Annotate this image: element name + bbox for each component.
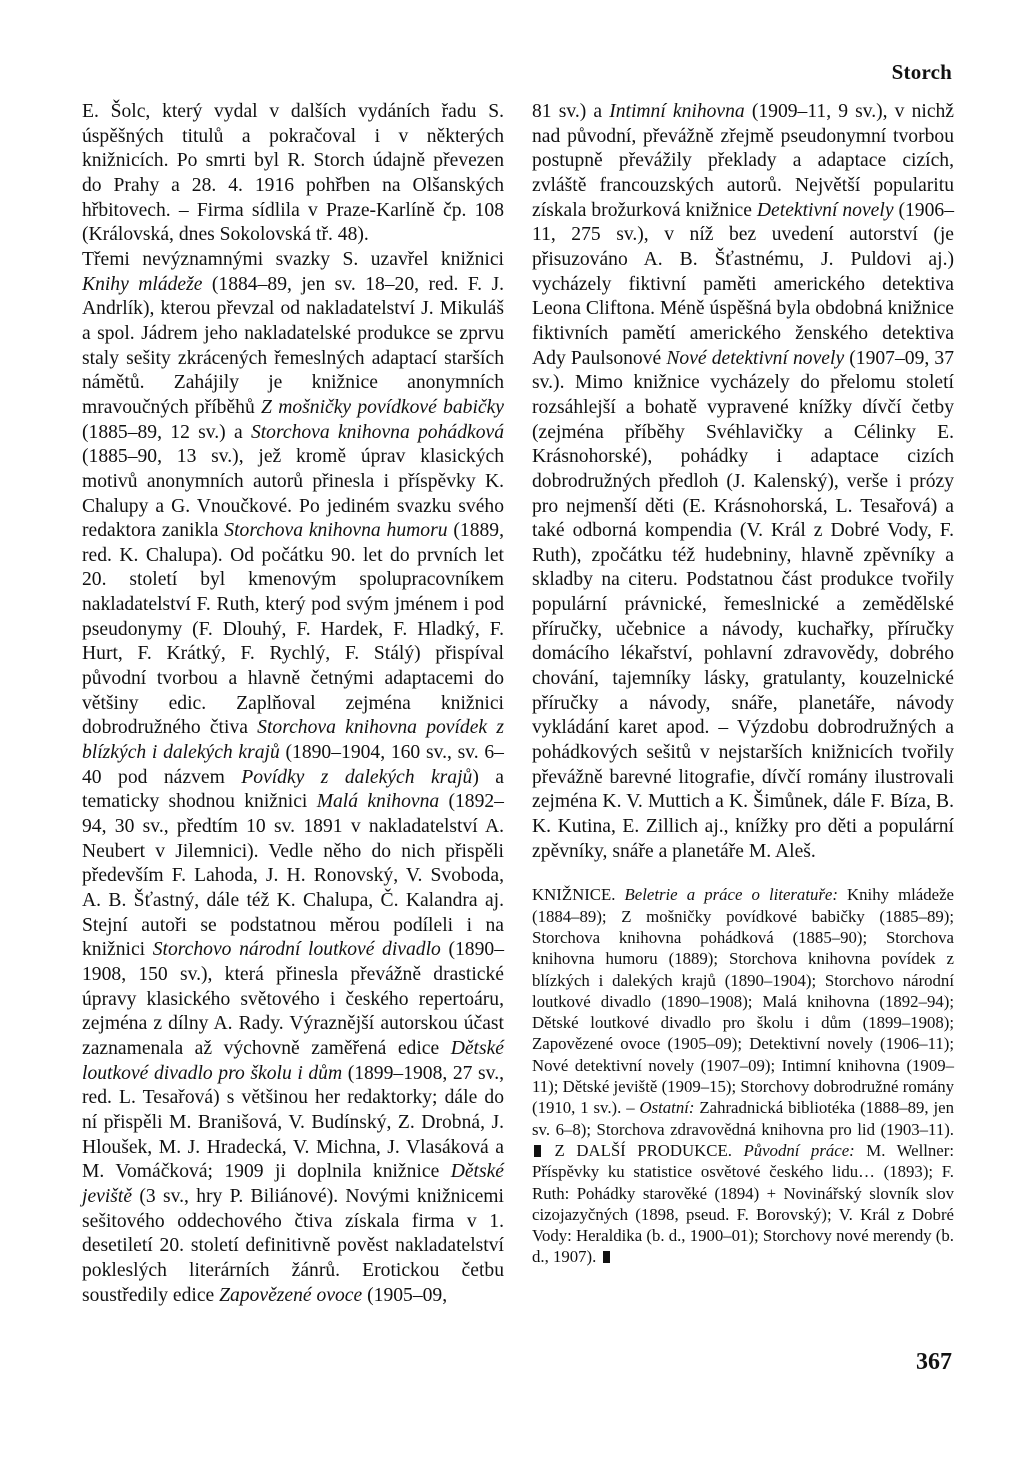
paragraph-2: Třemi nevýznamnými svazky S. uzavřel knižnici Knihy mládeže (1884–89, jen sv. 18–20, red. F. J. Andrlík), kterou převzal od nakladatelství J. Mikuláš a spol. Jádrem jeho nakladatelské produkce se zprvu staly sešity zkrácených řemeslných adaptací starších námětů. Zahájily je knižnice anonymních mravoučných příběhů Z mošničky povídkové babičky (1885–89, 12 sv.) a Storchova knihovna pohádková (1885–90, 13 sv.), jež kromě úprav klasických motivů anonymních autorů přinesla i příspěvky K. Chalupy a G. Vnoučkové. Po jediném svazku svého redaktora zanikla Storchova knihovna humoru (1889, red. K. Chalupa). Od počátku 90. let do prvních let 20. století byl kmenovým spolupracovníkem nakladatelství F. Ruth, který pod svým jménem i pod pseudonymy (F. Dlouhý, F. Hardek, F. Hladký, F. Hurt, F. Krátký, F. Rychlý, F. Stálý) přispíval původní tvorbou a hlavně četnými adaptacemi do většiny edic. Zaplňoval zejména knižnici dobrodružného čtiva Storchova knihovna povídek z blízkých i dalekých krajů (1890–1904, 160 sv., sv. 6–40 pod názvem Povídky z dalekých krajů) a tematicky shodnou knižnici Malá knihovna (1892–94, 30 sv., předtím 10 sv. 1891 v nakladatelství A. Neubert v Jilemnici). Vedle něho do nich přispěli především F. Lahoda, J. H. Ronovský, V. Svoboda, A. B. Šťastný, dále též K. Chalupa, Č. Kalandra aj. Stejní autoři se podstatnou měrou podíleli i na knižnici Storchovo národní loutkové divadlo (1890–1908, 150 sv.), která přinesla převážně drastické úpravy klasického světového i českého repertoáru, zejména z dílny A. Rady. Výraznější autorskou účast zaznamenala až výchovně zaměřená edice Dětské loutkové divadlo pro školu i dům (1899–1908, 27 sv., red. L. Tesařová) s většinou her redaktorky; dále do ní přispěli M. Branišová, V. Budínský, Z. Drobná, J. Hloušek, M. J. Hradecká, V. Michna, J. Vlasáková a M. Vomáčková; 1909 ji doplnila knižnice Dětské jeviště (3 sv., hry P. Biliánové). Novými knižnicemi sešitového oddechového čtiva získala firma v 1. desetiletí 20. století definitivně pověst nakladatelství pokleslých literárních žánrů. Erotickou četbu soustředily edice Zapovězené ovoce (1905–09,: [82, 248, 504, 1306]
left-column: [82, 100, 504, 1308]
paragraph-1: E. Šolc, který vydal v dalších vydáních řadu S. úspěšných titulů a pokračoval i v některých knižnicích. Po smrti byl R. Storch údajně převezen do Prahy a 28. 4. 1916 pohřben na Olšanských hřbitovech. – Firma sídlila v Praze-Karlíně čp. 108 (Královská, dnes Sokolovská tř. 48).: [82, 101, 504, 246]
page-number: 367: [916, 1349, 952, 1375]
section-mark-icon: [534, 1145, 541, 1157]
end-mark-icon: [603, 1251, 610, 1263]
paragraph-3: 81 sv.) a Intimní knihovna (1909–11, 9 sv.), v nichž nad původní, převážně zřejmě pseudonymní tvorbou postupně převážily překlady a adaptace cizích, zvláště francouzských autorů. Největší popularitu získala brožurková knižnice Detektivní novely (1906–11, 275 sv.), v níž bez uvedení autorství (je přisuzováno A. B. Šťastnému, J. Puldovi aj.) vycházely fiktivní paměti amerického detektiva Leona Cliftona. Méně úspěšná byla obdobná knižnice fiktivních pamětí amerického ženského detektiva Ady Paulsonové Nové detektivní novely (1907–09, 37 sv.). Mimo knižnice vycházely do přelomu století rozsáhlejší a bohatě vypravené knížky dívčí četby (zejména příběhy Svéhlavičky a Célinky E. Krásnohorské), pohádky i adaptace cizích dobrodružných předloh (J. Kalenský), verše i prózy pro nejmenší děti (E. Krásnohorská, L. Tesařová) a také odborná kompendia (V. Král z Dobré Vody, F. Ruth), zpočátku též hudebniny, hlavně zpěvníky a skladby na citeru. Podstatnou část produkce tvořily populární právnické, řemeslnické a zemědělské příručky, učebnice a návody, kuchařky, příručky domácího lékařství, pohlavní zdravovědy, dobrého chování, tajemníky lásky, gratulanty, kouzelnické příručky a návody, snáře, planetáře, návody vykládání karet apod. – Výzdobu dobrodružných a pohádkových sešitů v nejstarších knižnicích tvořily převážně barevné litografie, dívčí romány ilustrovali zejména K. V. Muttich a K. Šimůnek, dále F. Bíza, B. K. Kutina, E. Zillich aj., knížky pro děti a populární zpěvníky, snáře a planetáře M. Aleš.: [532, 101, 955, 862]
bibliography: KNIŽNICE. Beletrie a práce o literatuře: Knihy mládeže (1884–89); Z mošničky povídkové babičky (1885–89); Storchova knihovna pohádková (1885–90); Storchova knihovna humoru (1889); Storchova knihovna povídek z blízkých i dalekých krajů (1890–1904); Storchovo národní loutkové divadlo (1890–1908); Malá knihovna (1892–94); Dětské loutkové divadlo pro školu i dům (1899–1908); Zapovězené ovoce (1905–09); Detektivní novely (1906–11); Nové detektivní novely (1907–09); Intimní knihovna (1909–11); Dětské jeviště (1909–15); Storchovy dobrodružné romány (1910, 1 sv.). – Ostatní: Zahradnická bibliotéka (1888–89, jen sv. 6–8); Storchova zdravovědná knihovna pro lid (1903–11). Z DALŠÍ PRODUKCE. Původní práce: M. Wellner: Příspěvky ku statistice osvětové českého lidu… (1893); F. Ruth: Pohádky starověké (1894) + Novinářský slovník slov cizojazyčných (1898, pseud. F. Borovský); V. Král z Dobré Vody: Heraldika (b. d., 1900–01); Storchovy nové merendy (b. d., 1907).: [532, 885, 954, 1267]
running-head: Storch: [891, 60, 952, 84]
right-column: [532, 100, 954, 1268]
